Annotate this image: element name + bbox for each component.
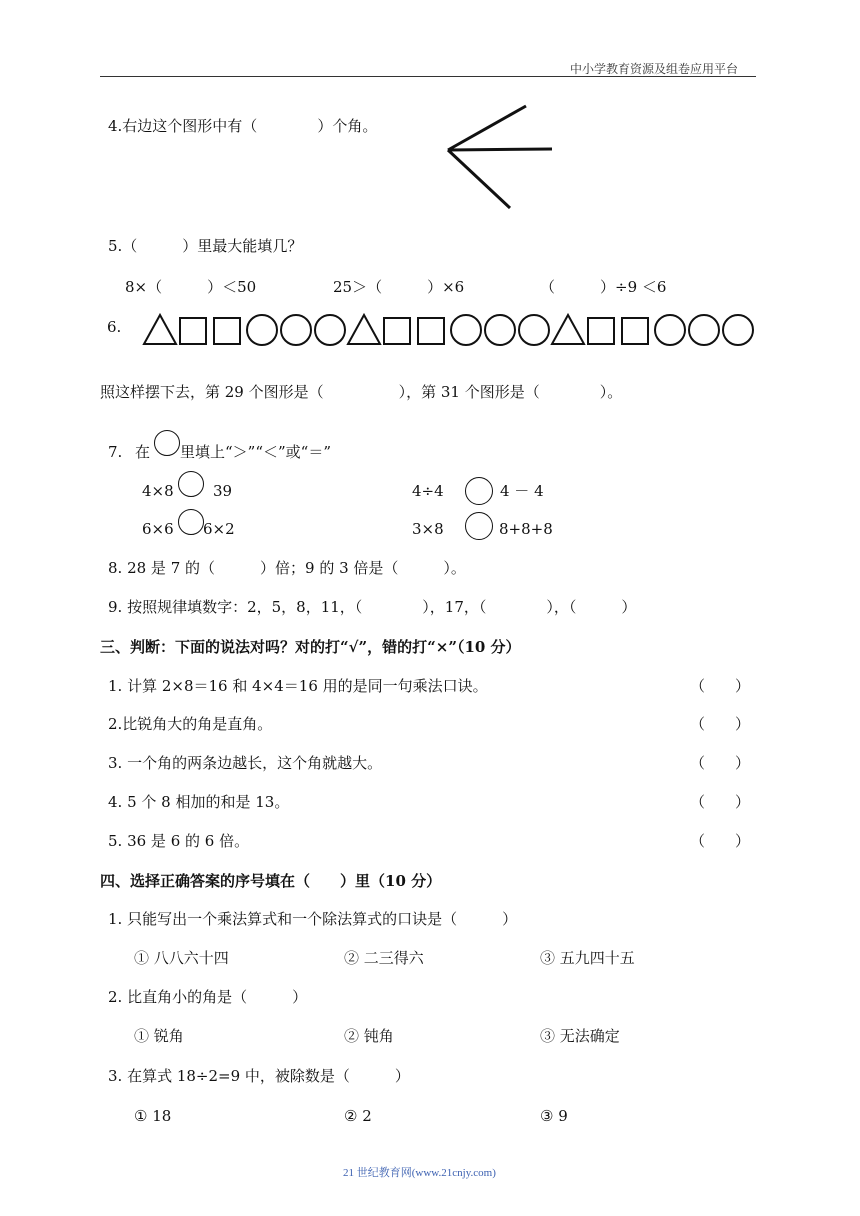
q5-item-2: 25＞（ ）×6 bbox=[333, 278, 465, 296]
section4-title: 四、选择正确答案的序号填在（ ）里（10 分） bbox=[100, 872, 442, 890]
square-shape bbox=[384, 318, 410, 344]
q7-number: 7. bbox=[108, 443, 123, 461]
square-shape bbox=[180, 318, 206, 344]
square-shape bbox=[214, 318, 240, 344]
circle-shape bbox=[689, 315, 719, 345]
footer-link[interactable]: 21 世纪教育网(www.21cnjy.com) bbox=[343, 1167, 496, 1179]
judge-item-5: 5. 36 是 6 的 6 倍。 bbox=[108, 832, 250, 850]
choice-q2: 2. 比直角小的角是（ ） bbox=[108, 988, 308, 1006]
q7-row2-left-b: 6×2 bbox=[203, 520, 235, 538]
circle-shape bbox=[655, 315, 685, 345]
circle-shape bbox=[485, 315, 515, 345]
circle-shape bbox=[723, 315, 753, 345]
judge-item-3: 3. 一个角的两条边越长，这个角就越大。 bbox=[108, 754, 383, 772]
circle-shape bbox=[519, 315, 549, 345]
q5-text: 5.（ ）里最大能填几？ bbox=[108, 237, 303, 255]
compare-circle-icon bbox=[465, 477, 493, 505]
q7-row1-left-b: 39 bbox=[213, 482, 233, 500]
circle-shape bbox=[451, 315, 481, 345]
judge-item-2: 2.比锐角大的角是直角。 bbox=[108, 715, 273, 733]
q7-row1-left-a: 4×8 bbox=[142, 482, 174, 500]
circle-shape bbox=[315, 315, 345, 345]
header-platform: 中小学教育资源及组卷应用平台 bbox=[570, 62, 739, 76]
section3-title: 三、判断：下面的说法对吗？对的打“√”，错的打“×”（10 分） bbox=[100, 638, 521, 656]
q6-question: 照这样摆下去，第 29 个图形是（ ），第 31 个图形是（ ）。 bbox=[100, 383, 623, 401]
choice-q2-option-1: ① 锐角 bbox=[134, 1027, 184, 1045]
compare-circle-icon bbox=[154, 430, 180, 456]
choice-q3-option-3: ③ 9 bbox=[540, 1107, 568, 1125]
q7-prompt-post: 里填上“＞”“＜”或“＝” bbox=[180, 443, 332, 461]
shape-sequence bbox=[140, 310, 760, 350]
judge-bracket-3: （ ） bbox=[690, 754, 751, 772]
judge-item-1: 1. 计算 2×8＝16 和 4×4＝16 用的是同一句乘法口诀。 bbox=[108, 677, 488, 695]
choice-q1: 1. 只能写出一个乘法算式和一个除法算式的口诀是（ ） bbox=[108, 910, 518, 928]
triangle-shape bbox=[144, 315, 176, 344]
q6-number: 6. bbox=[107, 318, 122, 336]
choice-q2-option-2: ② 钝角 bbox=[344, 1027, 394, 1045]
compare-circle-icon bbox=[178, 471, 204, 497]
q8-text: 8. 28 是 7 的（ ）倍；9 的 3 倍是（ ）。 bbox=[108, 559, 466, 577]
q5-item-1: 8×（ ）＜50 bbox=[125, 278, 257, 296]
choice-q2-option-3: ③ 无法确定 bbox=[540, 1027, 620, 1045]
q7-row1-right-b: 4 － 4 bbox=[500, 482, 544, 500]
triangle-shape bbox=[552, 315, 584, 344]
q7-row2-right-a: 3×8 bbox=[412, 520, 444, 538]
q4-text: 4.右边这个图形中有（ ）个角。 bbox=[108, 117, 378, 135]
choice-q1-option-2: ② 二三得六 bbox=[344, 949, 424, 967]
q7-row2-left-a: 6×6 bbox=[142, 520, 174, 538]
judge-bracket-4: （ ） bbox=[690, 793, 751, 811]
arrow-angle-figure bbox=[440, 100, 560, 215]
judge-bracket-2: （ ） bbox=[690, 715, 751, 733]
q7-row1-right-a: 4÷4 bbox=[412, 482, 444, 500]
header-rule bbox=[100, 76, 756, 77]
compare-circle-icon bbox=[465, 512, 493, 540]
judge-item-4: 4. 5 个 8 相加的和是 13。 bbox=[108, 793, 290, 811]
choice-q3-option-2: ② 2 bbox=[344, 1107, 372, 1125]
q7-prompt-pre: 在 bbox=[135, 443, 151, 461]
square-shape bbox=[622, 318, 648, 344]
judge-bracket-5: （ ） bbox=[690, 832, 751, 850]
triangle-shape bbox=[348, 315, 380, 344]
circle-shape bbox=[281, 315, 311, 345]
square-shape bbox=[588, 318, 614, 344]
choice-q3-option-1: ① 18 bbox=[134, 1107, 172, 1125]
q5-item-3: （ ）÷9 ＜6 bbox=[540, 278, 667, 296]
choice-q1-option-1: ① 八八六十四 bbox=[134, 949, 229, 967]
choice-q3: 3. 在算式 18÷2=9 中，被除数是（ ） bbox=[108, 1067, 410, 1085]
compare-circle-icon bbox=[178, 509, 204, 535]
circle-shape bbox=[247, 315, 277, 345]
judge-bracket-1: （ ） bbox=[690, 677, 751, 695]
q9-text: 9. 按照规律填数字：2，5，8，11，（ ），17，（ ），（ ） bbox=[108, 598, 637, 616]
square-shape bbox=[418, 318, 444, 344]
choice-q1-option-3: ③ 五九四十五 bbox=[540, 949, 635, 967]
q7-row2-right-b: 8+8+8 bbox=[499, 520, 553, 538]
